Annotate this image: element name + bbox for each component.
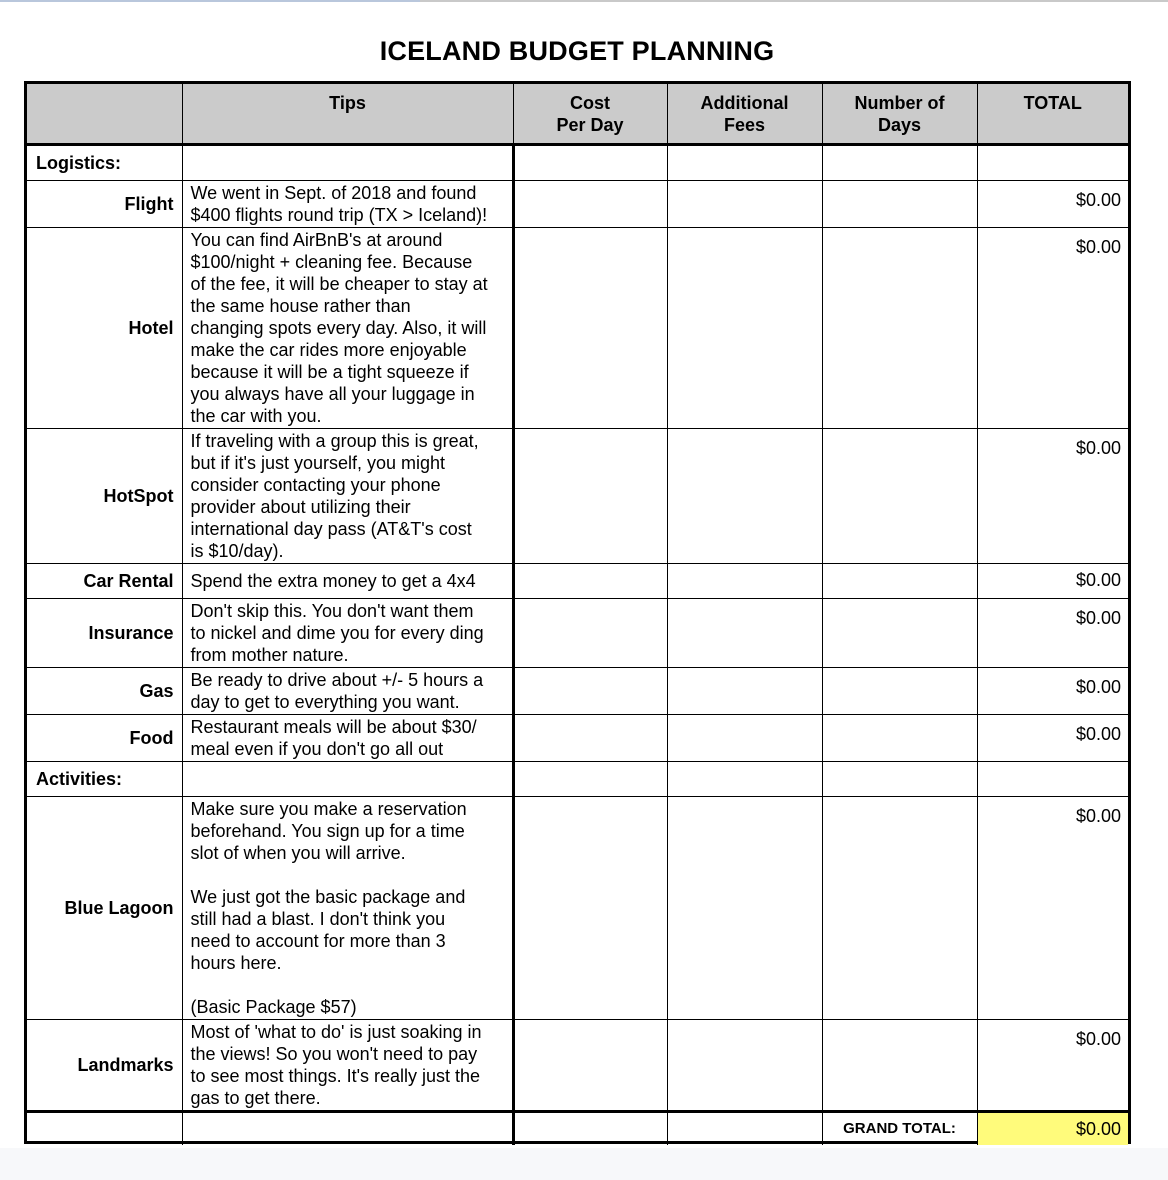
grand-total-value[interactable]: $0.00 [977, 1111, 1128, 1145]
additional-fees-cell[interactable] [667, 714, 822, 761]
number-of-days-cell[interactable] [822, 714, 977, 761]
cost-per-day-cell[interactable] [513, 1019, 667, 1111]
number-of-days-cell[interactable] [822, 563, 977, 598]
tip-cell[interactable] [182, 761, 513, 796]
cost-per-day-cell[interactable] [513, 714, 667, 761]
additional-fees-cell[interactable] [667, 227, 822, 428]
table-row-blue-lagoon [27, 796, 1128, 1019]
tip-cell[interactable]: Make sure you make a reservation beforehand. You sign up for a time slot of when you will arrive. We just got the basic package and still had a blast. I don't think you need to account for more than 3 hours here. (Basic Package $57) [182, 796, 513, 1019]
number-of-days-cell[interactable] [822, 598, 977, 667]
header-row [27, 84, 1128, 144]
total-cell[interactable]: $0.00 [977, 714, 1128, 761]
empty-cell[interactable] [182, 1111, 513, 1145]
tip-cell[interactable]: Don't skip this. You don't want them to nickel and dime you for every ding from mother nature. [182, 598, 513, 667]
additional-fees-cell[interactable] [667, 428, 822, 563]
tip-cell[interactable]: Restaurant meals will be about $30/ meal even if you don't go all out [182, 714, 513, 761]
tip-cell[interactable]: You can find AirBnB's at around $100/night + cleaning fee. Because of the fee, it will be cheaper to stay at the same house rather than changing spots every day. Also, it will make the car rides more enjoyable because it will be a tight squeeze if you always have all your luggage in the car with you. [182, 227, 513, 428]
category-label: Gas [27, 667, 182, 714]
section-label-logistics: Logistics: [27, 144, 182, 180]
category-label: Hotel [27, 227, 182, 428]
page-footer-shade [0, 1148, 1168, 1180]
grand-total-label: GRAND TOTAL: [822, 1111, 977, 1145]
table-row-insurance [27, 598, 1128, 667]
header-number-of-days: Number of Days [822, 84, 977, 144]
section-row-activities [27, 761, 1128, 796]
total-cell[interactable]: $0.00 [977, 428, 1128, 563]
window-top-accent [0, 0, 420, 2]
tip-cell[interactable]: Spend the extra money to get a 4x4 [182, 563, 513, 598]
tip-cell[interactable]: We went in Sept. of 2018 and found $400 flights round trip (TX > Iceland)! [182, 180, 513, 227]
total-cell[interactable]: $0.00 [977, 598, 1128, 667]
category-label: Insurance [27, 598, 182, 667]
total-cell[interactable]: $0.00 [977, 667, 1128, 714]
cost-per-day-cell[interactable] [513, 761, 667, 796]
number-of-days-cell[interactable] [822, 144, 977, 180]
table-row-car-rental [27, 563, 1128, 598]
empty-cell[interactable] [667, 1111, 822, 1145]
page-title: ICELAND BUDGET PLANNING [379, 36, 775, 66]
cost-per-day-cell[interactable] [513, 180, 667, 227]
empty-cell[interactable] [27, 1111, 182, 1145]
window-top-edge [0, 0, 1168, 2]
category-label: Blue Lagoon [27, 796, 182, 1019]
category-label: Flight [27, 180, 182, 227]
category-label: Car Rental [27, 563, 182, 598]
additional-fees-cell[interactable] [667, 563, 822, 598]
number-of-days-cell[interactable] [822, 180, 977, 227]
total-cell[interactable]: $0.00 [977, 796, 1128, 1019]
table-row-landmarks [27, 1019, 1128, 1111]
cost-per-day-cell[interactable] [513, 667, 667, 714]
tip-cell[interactable]: If traveling with a group this is great, but if it's just yourself, you might consider contacting your phone provider about utilizing their international day pass (AT&T's cost is $10/day). [182, 428, 513, 563]
cost-per-day-cell[interactable] [513, 598, 667, 667]
total-cell[interactable]: $0.00 [977, 180, 1128, 227]
header-category [27, 84, 182, 144]
total-cell[interactable]: $0.00 [977, 1019, 1128, 1111]
additional-fees-cell[interactable] [667, 1019, 822, 1111]
additional-fees-cell[interactable] [667, 761, 822, 796]
total-cell[interactable]: $0.00 [977, 563, 1128, 598]
number-of-days-cell[interactable] [822, 1019, 977, 1111]
table-row-food [27, 714, 1128, 761]
category-label: HotSpot [27, 428, 182, 563]
total-cell[interactable]: $0.00 [977, 227, 1128, 428]
tip-cell[interactable]: Be ready to drive about +/- 5 hours a day to get to everything you want. [182, 667, 513, 714]
additional-fees-cell[interactable] [667, 144, 822, 180]
total-cell[interactable] [977, 144, 1128, 180]
grand-total-row [27, 1111, 1128, 1145]
empty-cell[interactable] [513, 1111, 667, 1145]
table-row-hotel [27, 227, 1128, 428]
additional-fees-cell[interactable] [667, 598, 822, 667]
number-of-days-cell[interactable] [822, 428, 977, 563]
number-of-days-cell[interactable] [822, 761, 977, 796]
table-row-gas [27, 667, 1128, 714]
header-cost-per-day: Cost Per Day [513, 84, 667, 144]
header-additional-fees: Additional Fees [667, 84, 822, 144]
budget-table [24, 81, 1131, 1144]
cost-per-day-cell[interactable] [513, 428, 667, 563]
table-row-hotspot [27, 428, 1128, 563]
number-of-days-cell[interactable] [822, 796, 977, 1019]
section-row-logistics [27, 144, 1128, 180]
additional-fees-cell[interactable] [667, 796, 822, 1019]
header-total: TOTAL [977, 84, 1128, 144]
number-of-days-cell[interactable] [822, 227, 977, 428]
cost-per-day-cell[interactable] [513, 563, 667, 598]
table-row-flight [27, 180, 1128, 227]
tip-cell[interactable] [182, 144, 513, 180]
number-of-days-cell[interactable] [822, 667, 977, 714]
section-label-activities: Activities: [27, 761, 182, 796]
additional-fees-cell[interactable] [667, 667, 822, 714]
total-cell[interactable] [977, 761, 1128, 796]
category-label: Food [27, 714, 182, 761]
category-label: Landmarks [27, 1019, 182, 1111]
cost-per-day-cell[interactable] [513, 227, 667, 428]
tip-cell[interactable]: Most of 'what to do' is just soaking in the views! So you won't need to pay to see most things. It's really just the gas to get there. [182, 1019, 513, 1111]
cost-per-day-cell[interactable] [513, 144, 667, 180]
additional-fees-cell[interactable] [667, 180, 822, 227]
cost-per-day-cell[interactable] [513, 796, 667, 1019]
header-tips: Tips [182, 84, 513, 144]
